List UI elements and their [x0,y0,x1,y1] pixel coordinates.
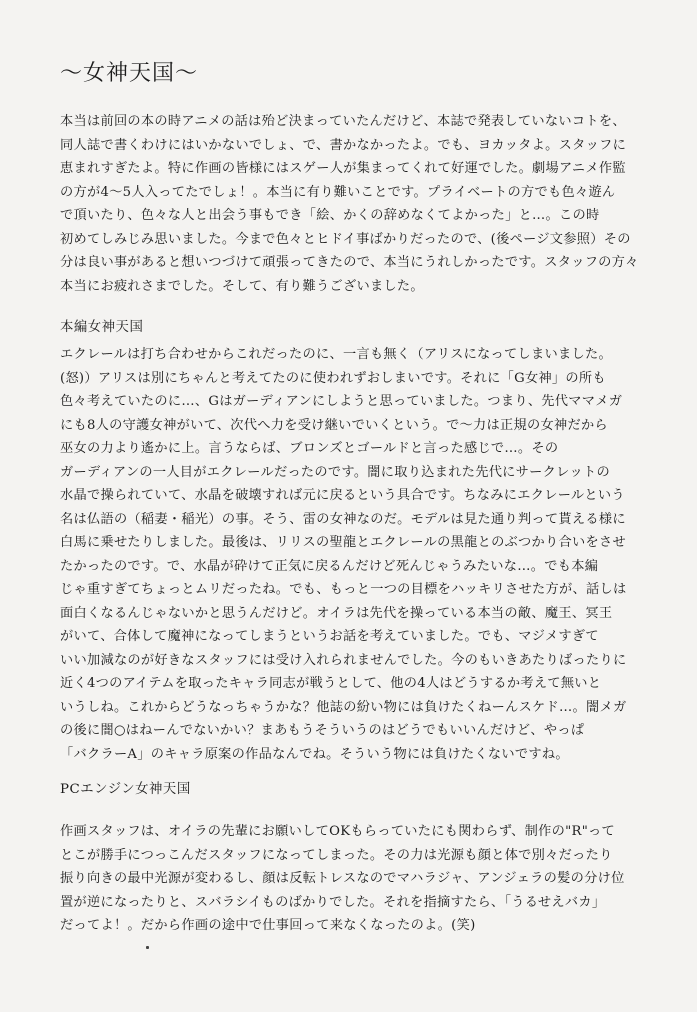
text-line: 作画スタッフは、オイラの先輩にお願いしてOKもらっていたにも関わらず、制作の"R"って [60,824,616,839]
text-line: 「バクラーA」のキャラ原案の作品なんでね。そういう物には負けたくないですね。 [60,746,569,762]
main-story-paragraph [60,343,660,766]
text-line: いい加減なのが好きなスタッフには受け入れられませんでした。今のもいきあたりばったりに [60,652,627,668]
text-line: 水晶で操られていて、水晶を破壊すれば元に戻るという具合です。ちなみにエクレールという [60,488,625,503]
text-line: 振り向きの最中光源が変わるし、顔は反転トレスなのでマハラジャ、アンジェラの髪の分け位 [60,871,625,886]
text-line: がいて、合体して魔神になってしまうというお話を考えていました。でも、マジメすぎて [60,629,599,644]
text-line: 分は良い事があると想いつづけて頑張ってきたので、本当にうれしかったです。スタッフの方々 [60,255,639,270]
text-line: 置が逆になったりと、スバラシイものばかりでした。それを指摘すたら、「うるせえバカ」 [60,894,606,910]
text-line: の後に闇○はねーんでないかい？まあもうそういうのはどうでもいいんだけど、やっぱ [60,723,585,738]
intro-paragraph [60,110,660,298]
text-line: たかったのです。で、水晶が砕けて正気に戻るんだけど死んじゃうみたいな…。でも本編 [60,558,599,574]
text-line: 近く4つのアイテムを取ったキャラ同志が戦うとして、他の4人はどうするか考えて無いと [60,676,602,691]
text-line: じゃ重すぎてちょっとムリだったね。でも、もっと一つの目標をハッキリさせた方が、話しは [60,582,627,597]
text-line: 本当は前回の本の時アニメの話は殆ど決まっていたんだけど、本誌で発表していないコトを、 [60,114,626,129]
text-line: にも8人の守護女神がいて、次代へ力を受け継いでいくという。で〜力は正規の女神だから [60,417,608,433]
text-line: 色々考えていたのに…、Gはガーディアンにしようと思っていました。つまり、先代ママメガ [60,394,623,409]
section-heading-pc-engine: PCエンジン女神天国 [60,782,191,797]
page-title: 〜女神天国〜 [60,61,199,86]
text-line: (怒)）アリスは別にちゃんと考えてたのに使われずおしまいです。それに「G女神」の所も [60,370,606,386]
ink-speck [146,946,149,949]
text-line: 初めてしみじみ思いました。今まで色々とヒドイ事ばかりだったので、(後ページ文参照）その [60,231,631,247]
pc-engine-paragraph [60,820,660,938]
text-line: ガーディアンの一人目がエクレールだったのです。闇に取り込まれた先代にサークレットの [60,464,610,480]
text-line: エクレールは打ち合わせからこれだったのに、一言も無く（アリスになってしまいました。 [60,347,612,362]
text-line: 面白くなるんじゃないかと思うんだけど。オイラは先代を操っている本当の敵、魔王、冥王 [60,605,613,621]
text-line: 本当にお疲れさまでした。そして、有り難うございました。 [60,278,424,294]
section-heading-main-story: 本編女神天国 [60,320,144,335]
text-line: だってよ！。だから作画の途中で仕事回って来なくなったのよ。(笑) [60,918,476,933]
text-line: 白馬に乗せたりしました。最後は、リリスの聖龍とエクレールの黒龍とのぶつかり合いをさせ [60,535,626,550]
text-line: とこが勝手につっこんだスタッフになってしまった。その力は光源も顔と体で別々だったり [60,847,613,863]
text-line: 恵まれすぎたよ。特に作画の皆様にはスゲー人が集まってくれて好運でした。劇場アニメ作監 [60,161,626,176]
text-line: 巫女の力より遙かに上。言うならば、ブロンズとゴールドと言った感じで…。その [60,441,559,456]
text-line: で頂いたり、色々な人と出会う事もでき「絵、かくの辞めなくてよかった」と…。この時 [60,208,600,223]
text-line: の方が4〜5人入ってたでしょ！。本当に有り難いことです。プライベートの方でも色々遊ん [60,184,616,200]
text-line: いうしね。これからどうなっちゃうかな？他誌の紛い物には負けたくねーんスケド…。闇メガ [60,699,627,715]
text-line: 名は仏語の（稲妻・稲光）の事。そう、雷の女神なのだ。モデルは見た通り判って貰える様に [60,511,626,527]
text-line: 同人誌で書くわけにはいかないでしょ、で、書かなかったよ。でも、ヨカッタよ。スタッフに [60,137,627,153]
